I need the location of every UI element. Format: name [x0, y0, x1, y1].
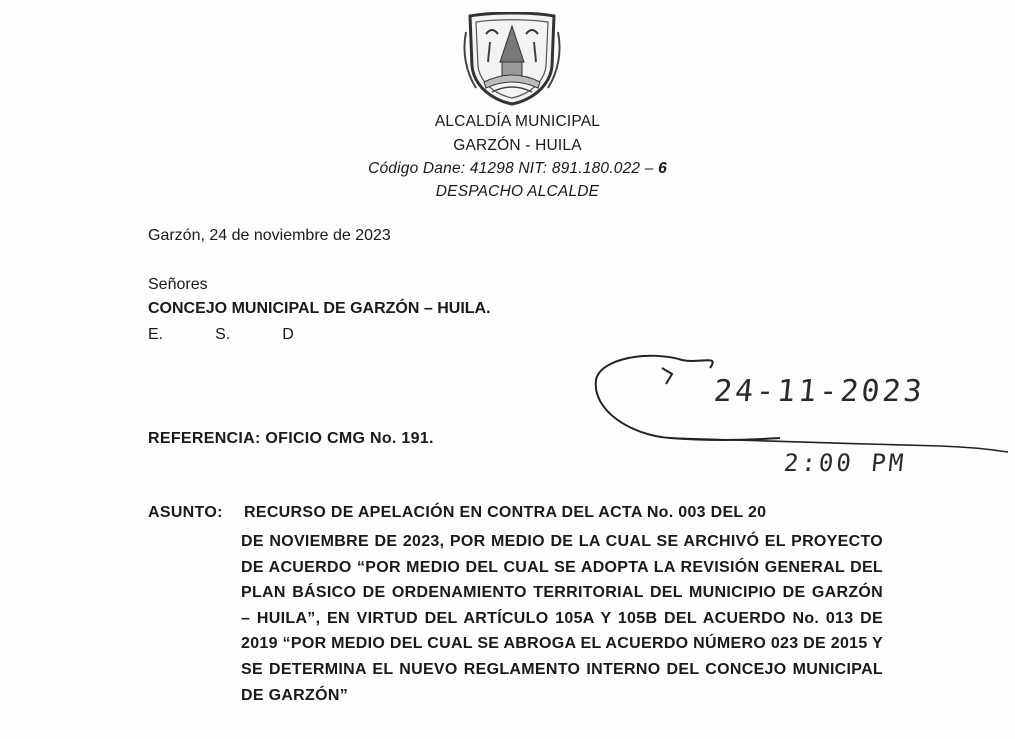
city-title: GARZÓN - HUILA: [453, 137, 582, 154]
esd-s: S.: [215, 326, 231, 343]
reference-line: REFERENCIA: OFICIO CMG No. 191.: [148, 430, 434, 447]
registry-codes-digit: 6: [658, 160, 667, 177]
department-title: DESPACHO ALCALDE: [435, 183, 600, 200]
asunto-first-line: RECURSO DE APELACIÓN EN CONTRA DEL ACTA No. 003 DEL 20: [244, 504, 767, 521]
esd-line: [148, 326, 346, 344]
registry-codes-text: Código Dane: 41298 NIT: 891.180.022 –: [368, 160, 659, 177]
esd-d: D: [282, 326, 294, 343]
asunto-body: DE NOVIEMBRE DE 2023, POR MEDIO DE LA CUAL SE ARCHIVÓ EL PROYECTO DE ACUERDO “POR MEDIO DEL CUAL SE ADOPTA LA REVISIÓN GENERAL DEL PLAN BÁSICO DE ORDENAMIENTO TERRITORIAL DEL MUNICIPIO DE GARZÓN – HUILA”, EN VIRTUD DEL ARTÍCULO 105A Y 105B DEL ACUERDO No. 013 DE 2019 “POR MEDIO DEL CUAL SE ABROGA EL ACUERDO NÚMERO 023 DE 2015 Y SE DETERMINA EL NUEVO REGLAMENTO INTERNO DEL CONCEJO MUNICIPAL DE GARZÓN”: [241, 533, 883, 704]
office-title: ALCALDÍA MUNICIPAL: [434, 113, 601, 130]
received-date-handwritten: 24-11-2023: [712, 374, 927, 409]
salutation: Señores: [148, 276, 208, 293]
registry-codes: [10, 160, 1015, 178]
esd-e: E.: [148, 326, 164, 343]
asunto-label: ASUNTO:: [148, 504, 223, 521]
received-time-handwritten: 2:00 PM: [782, 449, 908, 477]
letter-date: Garzón, 24 de noviembre de 2023: [148, 227, 391, 244]
municipal-crest-icon: [462, 12, 562, 106]
recipient: CONCEJO MUNICIPAL DE GARZÓN – HUILA.: [148, 300, 491, 317]
